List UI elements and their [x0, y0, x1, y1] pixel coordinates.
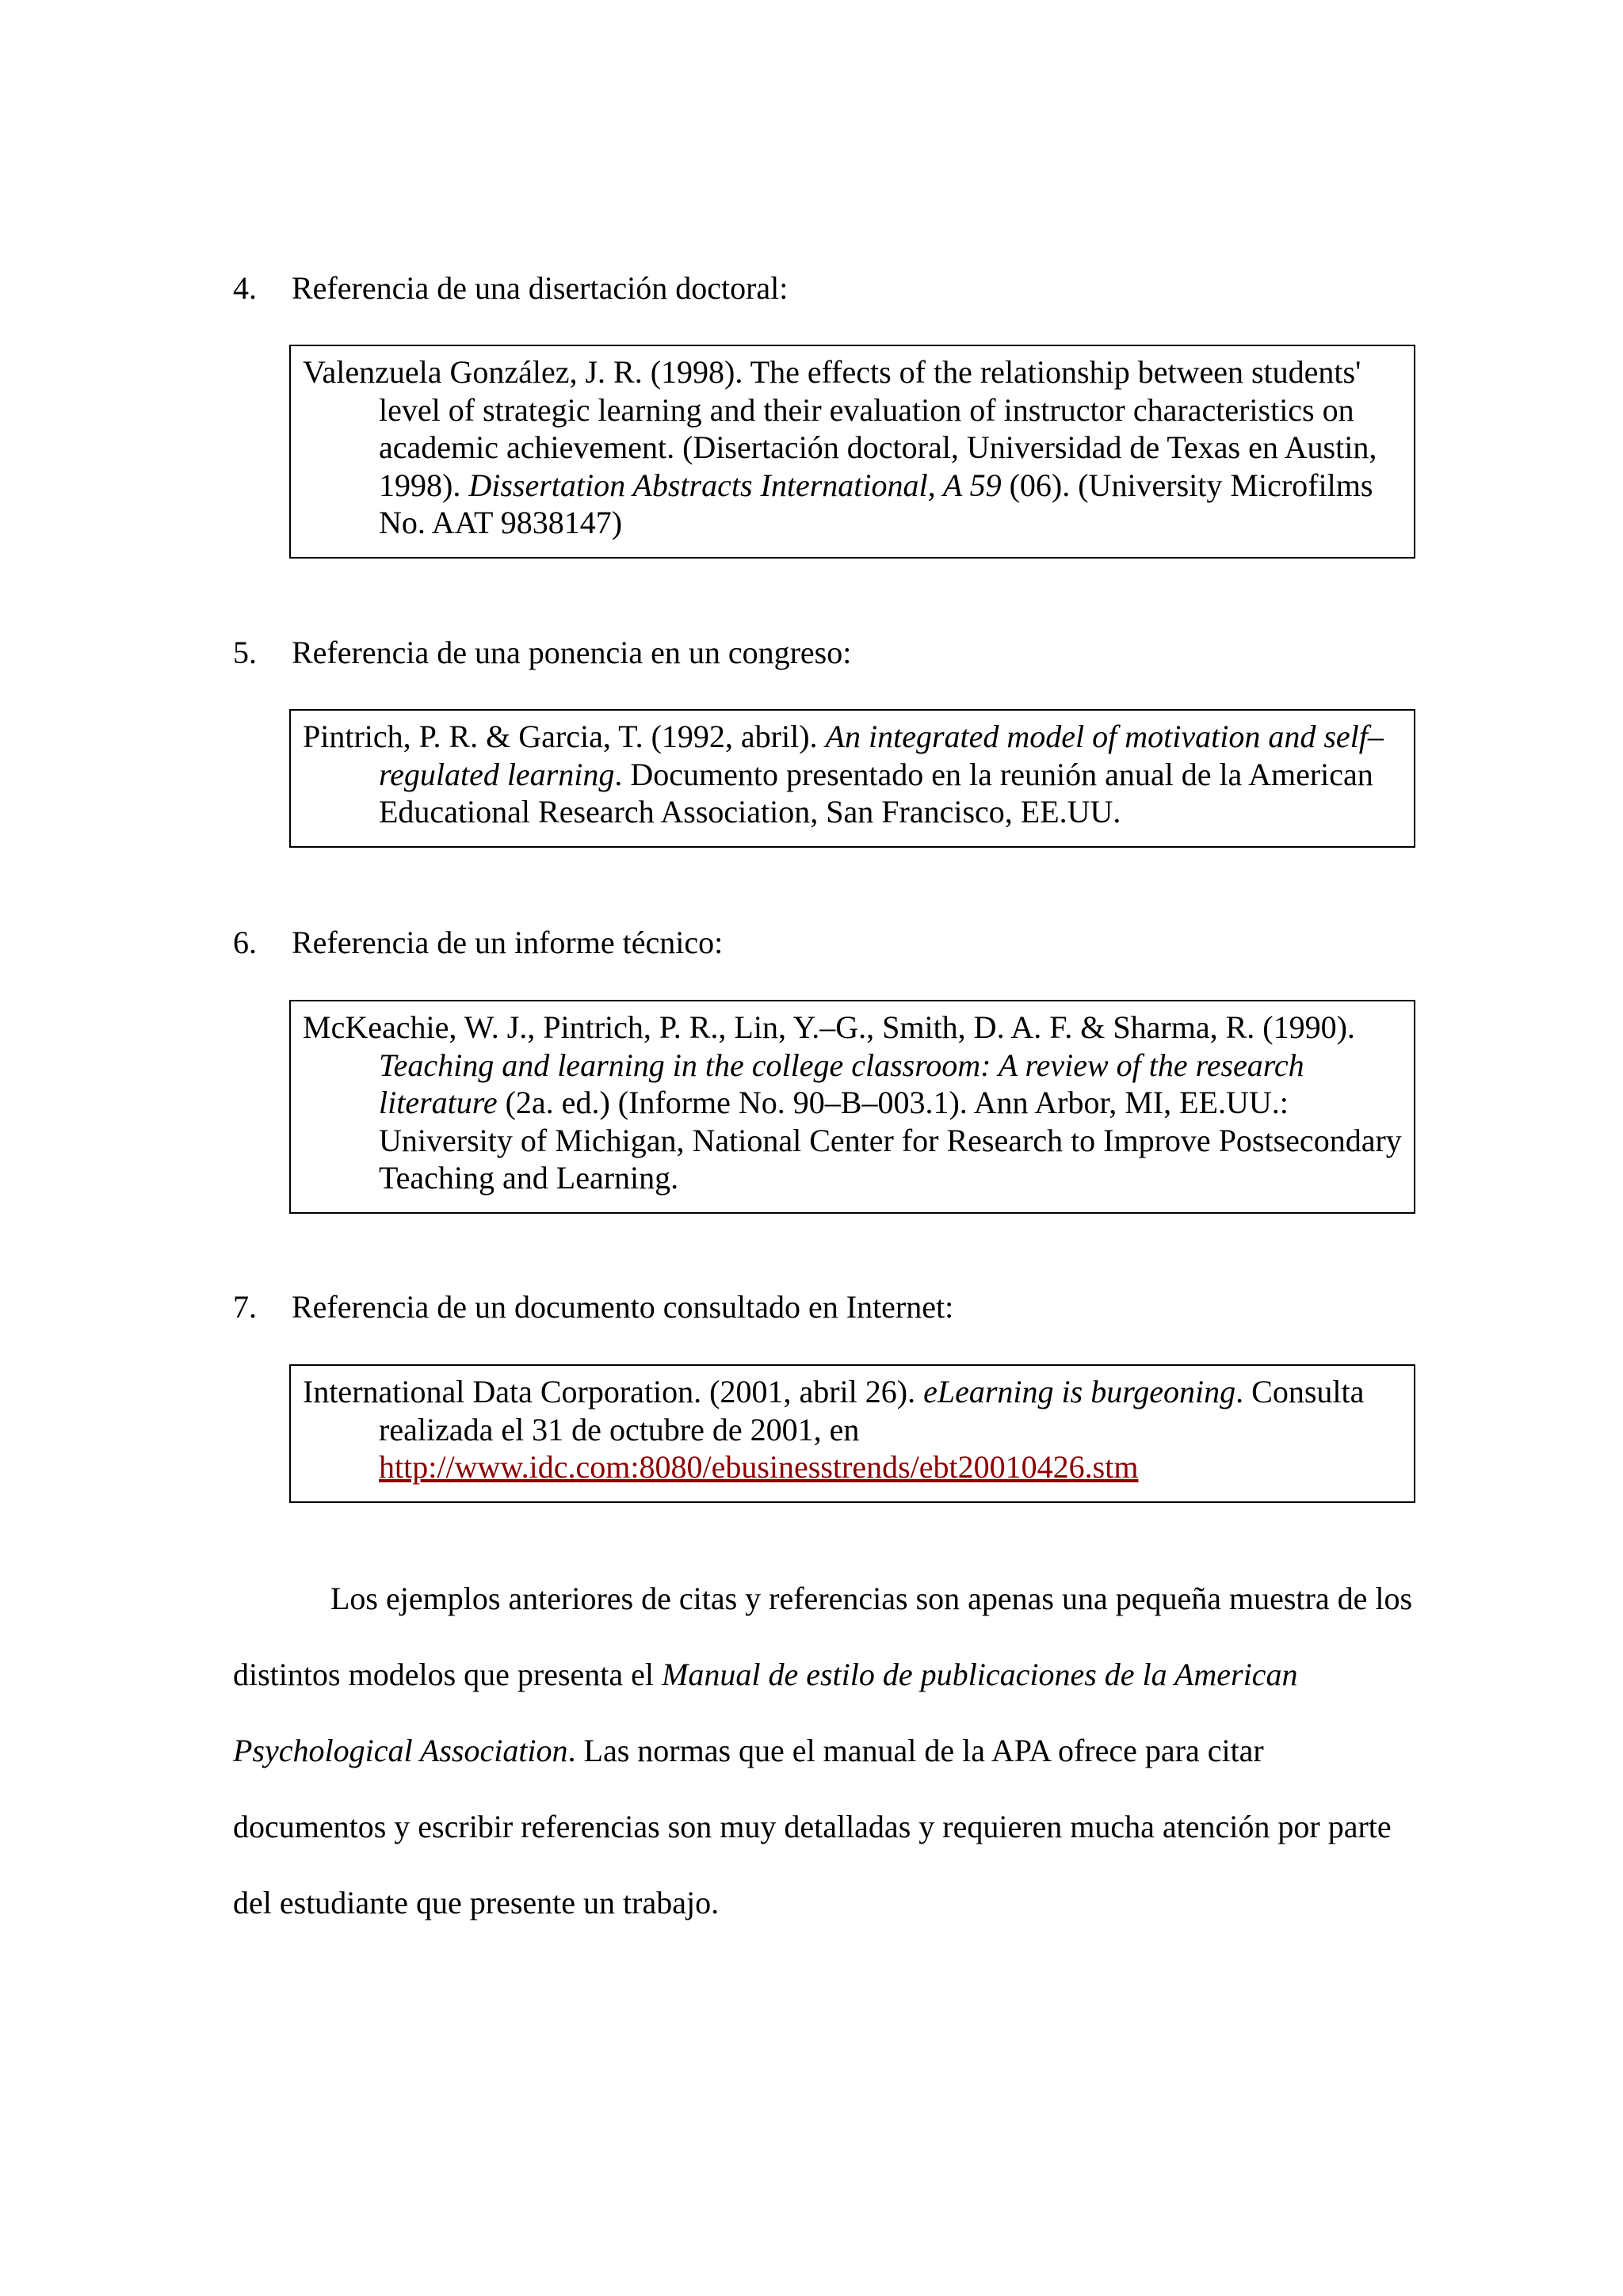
closing-paragraph — [233, 1561, 1415, 1941]
paragraph-part: . Las normas que el manual de la APA ofrece para citar documentos y escribir referencias son muy detalladas y requieren mucha atención por parte del estudiante que presente un trabajo. — [233, 1733, 1392, 1920]
reference-italic-title: An integrated model of motivation and self–regulated learning — [379, 719, 1384, 792]
item-7-heading — [233, 1288, 953, 1326]
reference-url-link[interactable]: http://www.idc.com:8080/ebusinesstrends/ebt20010426.stm — [379, 1449, 1139, 1485]
item-number: 4. — [233, 270, 257, 306]
item-heading-text: Referencia de un informe técnico: — [292, 925, 724, 960]
reference-part: McKeachie, W. J., Pintrich, P. R., Lin, Y.–G., Smith, D. A. F. & Sharma, R. (1990). — [303, 1009, 1355, 1045]
reference-box-dissertation — [289, 345, 1415, 559]
reference-box-conference — [289, 709, 1415, 848]
reference-part: Valenzuela González, J. R. (1998). The effects of the relationship between students' level of strategic learning and their evaluation of instructor characteristics on academic achievement. (Disertación doctoral, Universidad de Texas en Austin, 1998). — [303, 354, 1377, 503]
item-4-heading — [233, 269, 788, 307]
reference-text — [303, 1009, 1403, 1197]
paragraph-italic-title: Manual de estilo de publicaciones de la American Psychological Association — [233, 1657, 1298, 1768]
reference-italic-title: Dissertation Abstracts International, A 59 — [468, 467, 1002, 503]
reference-part: International Data Corporation. (2001, abril 26). — [303, 1374, 924, 1409]
item-heading-text: Referencia de un documento consultado en Internet: — [292, 1289, 954, 1325]
reference-part: Pintrich, P. R. & Garcia, T. (1992, abril). — [303, 719, 826, 754]
item-number: 6. — [233, 925, 257, 960]
reference-box-internet — [289, 1364, 1415, 1503]
paragraph-part: Los ejemplos anteriores de citas y referencias son apenas una pequeña muestra de los distintos modelos que presenta el — [233, 1581, 1413, 1692]
reference-part: (06). (University Microfilms No. AAT 9838147) — [379, 467, 1373, 540]
reference-text — [303, 353, 1403, 542]
item-6-heading — [233, 924, 723, 962]
reference-text — [303, 1373, 1403, 1486]
reference-part: . Documento presentado en la reunión anual de la American Educational Research Association, San Francisco, EE.UU. — [379, 756, 1373, 830]
reference-text — [303, 718, 1403, 831]
item-heading-text: Referencia de una disertación doctoral: — [292, 270, 789, 306]
reference-italic-title: eLearning is burgeoning — [923, 1374, 1236, 1409]
item-number: 7. — [233, 1289, 257, 1325]
reference-italic-title: Teaching and learning in the college classroom: A review of the research literature — [379, 1047, 1304, 1120]
reference-box-technical-report — [289, 1000, 1415, 1214]
item-5-heading — [233, 634, 851, 672]
reference-part: (2a. ed.) (Informe No. 90–B–003.1). Ann Arbor, MI, EE.UU.: University of Michigan, National Center for Research to Improve Postsecondary Teaching and Learning. — [379, 1085, 1402, 1196]
item-heading-text: Referencia de una ponencia en un congreso: — [292, 635, 852, 670]
item-number: 5. — [233, 635, 257, 670]
reference-part: . Consulta realizada el 31 de octubre de 2001, en — [379, 1374, 1365, 1447]
